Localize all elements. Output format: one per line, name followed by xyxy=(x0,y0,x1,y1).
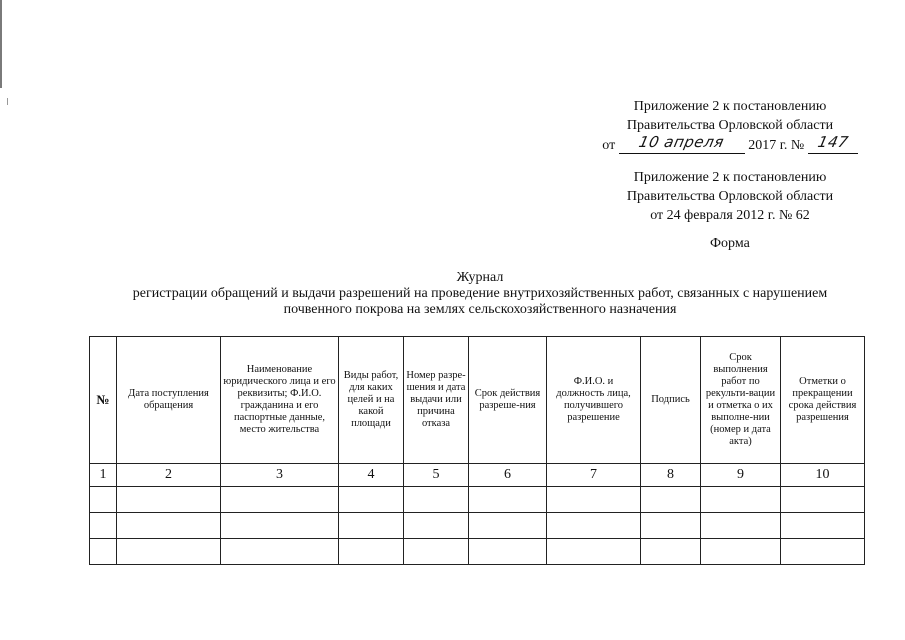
empty-cell xyxy=(90,513,117,539)
appendix-orig-line-2: Правительства Орловской области xyxy=(626,189,834,204)
header-cell-date: Дата поступления обращения xyxy=(117,337,221,464)
handwritten-date xyxy=(619,135,745,155)
empty-cell xyxy=(469,487,547,513)
header-cell-applicant: Наименование юридического лица и его реквизиты; Ф.И.О. гражданина и его паспортные данные, место жительства xyxy=(221,337,339,464)
appendix-current-header xyxy=(580,97,880,155)
empty-cell xyxy=(781,487,865,513)
header-cell-signature: Подпись xyxy=(641,337,701,464)
empty-cell xyxy=(547,513,641,539)
header-cell-no: № xyxy=(90,337,117,464)
empty-cell xyxy=(404,487,469,513)
empty-cell xyxy=(404,513,469,539)
column-number: 6 xyxy=(469,464,547,487)
registration-journal-table xyxy=(89,336,865,565)
header-cell-recipient: Ф.И.О. и должность лица, получившего разрешение xyxy=(547,337,641,464)
empty-cell xyxy=(221,487,339,513)
column-number: 5 xyxy=(404,464,469,487)
journal-title-line-2: регистрации обращений и выдачи разрешений на проведение внутрихозяйственных работ, связанных с нарушением xyxy=(132,286,828,301)
appendix-orig-line-3: от 24 февраля 2012 г. № 62 xyxy=(650,208,810,223)
header-row xyxy=(90,337,865,464)
appendix-line-3 xyxy=(580,135,880,155)
empty-cell xyxy=(339,539,404,565)
empty-cell xyxy=(781,539,865,565)
empty-entry-row xyxy=(90,487,865,513)
appendix-year-label: 2017 г. № xyxy=(748,138,805,153)
empty-cell xyxy=(469,513,547,539)
empty-cell xyxy=(547,487,641,513)
column-number: 7 xyxy=(547,464,641,487)
empty-cell xyxy=(641,487,701,513)
empty-cell xyxy=(469,539,547,565)
empty-cell xyxy=(117,513,221,539)
date-underline xyxy=(619,153,745,154)
header-cell-work-types: Виды работ, для каких целей и на какой площади xyxy=(339,337,404,464)
column-number: 8 xyxy=(641,464,701,487)
appendix-original-header xyxy=(580,168,880,225)
number-underline xyxy=(808,153,858,154)
journal-title-line-3: почвенного покрова на землях сельскохозяйственного назначения xyxy=(283,302,677,317)
empty-cell xyxy=(90,539,117,565)
empty-cell xyxy=(641,539,701,565)
appendix-line-2: Правительства Орловской области xyxy=(626,118,834,133)
column-number: 2 xyxy=(117,464,221,487)
handwritten-number-text: 147 xyxy=(815,133,850,151)
empty-cell xyxy=(547,539,641,565)
form-label: Форма xyxy=(710,236,750,251)
journal-title xyxy=(40,270,905,318)
column-number: 10 xyxy=(781,464,865,487)
scan-edge-line xyxy=(0,0,2,88)
empty-entry-row xyxy=(90,513,865,539)
handwritten-date-text: 10 апреля xyxy=(637,133,727,151)
empty-cell xyxy=(404,539,469,565)
empty-cell xyxy=(781,513,865,539)
handwritten-number xyxy=(808,135,858,155)
column-number: 1 xyxy=(90,464,117,487)
header-cell-recultivation: Срок выполнения работ по рекульти-вации и отметка о их выполне-нии (номер и дата акта) xyxy=(701,337,781,464)
empty-cell xyxy=(701,513,781,539)
empty-cell xyxy=(221,513,339,539)
appendix-orig-line-1: Приложение 2 к постановлению xyxy=(633,170,827,185)
journal-title-line-1: Журнал xyxy=(456,270,504,285)
column-number: 4 xyxy=(339,464,404,487)
header-cell-validity: Срок действия разреше-ния xyxy=(469,337,547,464)
empty-cell xyxy=(221,539,339,565)
appendix-ot-label: от xyxy=(602,138,616,153)
appendix-line-1: Приложение 2 к постановлению xyxy=(633,99,827,114)
empty-entry-row xyxy=(90,539,865,565)
empty-cell xyxy=(339,513,404,539)
column-number: 3 xyxy=(221,464,339,487)
empty-cell xyxy=(701,539,781,565)
empty-cell xyxy=(641,513,701,539)
empty-cell xyxy=(701,487,781,513)
empty-cell xyxy=(117,487,221,513)
empty-cell xyxy=(117,539,221,565)
column-number: 9 xyxy=(701,464,781,487)
column-number-row xyxy=(90,464,865,487)
scan-edge-mark xyxy=(7,98,8,105)
empty-cell xyxy=(339,487,404,513)
header-cell-permit-number: Номер разре-шения и дата выдачи или причина отказа xyxy=(404,337,469,464)
header-cell-termination: Отметки о прекращении срока действия разрешения xyxy=(781,337,865,464)
empty-cell xyxy=(90,487,117,513)
